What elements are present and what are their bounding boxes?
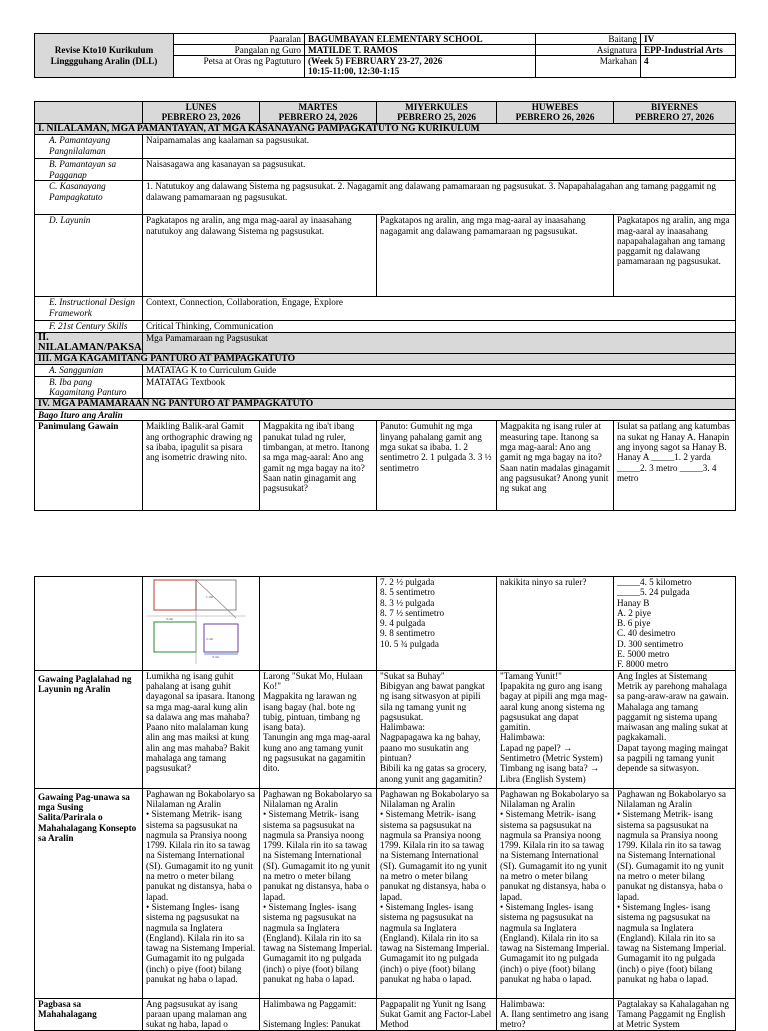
row-label: Gawaing Pag-unawa sa mga Susing Salita/Parirala o Mahahalagang Konsepto sa Aralin (35, 788, 143, 998)
topic-value: Mga Pamamaraan ng Pagsusukat (143, 332, 736, 354)
objective-2: Pagkatapos ng aralin, ang mga mag-aaral ay inaasahang nagagamit ang dalawang pamamaraan ng pagsusukat. (377, 215, 614, 297)
performance-standard: Naisasagawa ang kasanayan sa pagsusukat. (143, 159, 736, 181)
days-header-row (35, 102, 736, 124)
row-label: Gawaing Paglalahad ng Layunin ng Aralin (35, 670, 143, 788)
activity-cell: Halimbawa ng Paggamit: Sistemang Ingles: Panukat (260, 998, 377, 1030)
dimension-label: 3 cm (212, 655, 219, 659)
objective-3: Pagkatapos ng aralin, ang mga mag-aaral ay inaasahang napapahalagahan ang tamang paggamit ng dalawang pamamaraan ng pagsusukat. (614, 215, 736, 297)
activity-cell: 7. 2 ½ pulgada 8. 5 sentimetro 8. 3 ½ pulgada 8. 7 ½ sentimetro 9. 4 pulgada 9. 8 sentimetro 10. 5 ¾ pulgada (377, 577, 497, 671)
dimension-label: 3 cm (166, 617, 173, 621)
day-header: MARTES PEBRERO 24, 2026 (260, 102, 377, 124)
quarter-value: 4 (641, 56, 736, 78)
header-table (34, 33, 736, 78)
section-heading: II. NILALAMAN/PAKSA (35, 332, 143, 354)
school-value: BAGUMBAYAN ELEMENTARY SCHOOL (305, 34, 536, 45)
section-heading: I. NILALAMAN, MGA PAMANTAYAN, AT MGA KASANAYANG PAMPAGKATUTO NG KURIKULUM (35, 124, 736, 135)
dimension-label: 2 cm (206, 637, 213, 641)
section-heading: III. MGA KAGAMITANG PANTURO AT PAMPAGKATUTO (35, 354, 736, 365)
activity-cell: Maikling Balik-aral Gamit ang orthographic drawing ng sa ibaba, ipagulit sa pisara ang isometric drawing nito. (143, 421, 260, 511)
row-label: F. 21st Century Skills (35, 321, 143, 332)
content-standard: Naipamamalas ang kaalaman sa pagsusukat. (143, 135, 736, 159)
date-label: Petsa at Oras ng Pagtuturo (174, 56, 305, 78)
row-label: C. Kasanayang Pampagkatuto (35, 181, 143, 215)
activity-cell: Ang Ingles at Sistemang Metrik ay parehong mahalaga sa pang-araw-araw na gawain. Mahalaga ang tamang paggamit ng sistema upang maiwasan ang maling sukat at pagkakamali. Dapat tayong maging maingat sa pagpili ng tamang yunit depende sa sitwasyon. (614, 670, 736, 788)
vocabulary-cell: Paghawan ng Bokabolaryo sa Nilalaman ng Aralin • Sistemang Metrik- isang sistema sa pagsusukat na nagmula sa Pransiya noong 1799. Kilala rin ito sa tawag na Sistemang International (SI). Gumagamit ito ng yunit na metro o meter bilang panukat ng distansya, haba o lapad. • Sistemang Ingles- isang sistema ng pagsusukat na nagmula sa Inglatera (England). Kilala rin ito sa tawag na Sistemang Imperial. Gumagamit ito ng pulgada (inch) o piye (foot) bilang panukat ng haba o lapad. (497, 788, 614, 998)
row-label: A. Pamantayang Pangnilalaman (35, 135, 143, 159)
lesson-table-continued (34, 576, 736, 1031)
orthographic-sketch-cell (143, 577, 260, 671)
activity-cell: _____4. 5 kilometro _____5. 24 pulgada Hanay B A. 2 piye B. 6 piye C. 40 desimetro D. 300 sentimetro E. 5000 metro F. 8000 metro (614, 577, 736, 671)
date-value: (Week 5) FEBRUARY 23-27, 2026 10:15-11:00, 12:30-1:15 (305, 56, 536, 78)
activity-cell: Pagpapalit ng Yunit ng Isang Sukat Gamit ang Factor-Label Method (377, 998, 497, 1030)
subsection-heading: Bago Ituro ang Aralin (35, 410, 736, 421)
day-header: LUNES PEBRERO 23, 2026 (143, 102, 260, 124)
day-header: HUWEBES PEBRERO 26, 2026 (497, 102, 614, 124)
orthographic-drawing (146, 578, 246, 664)
activity-cell: Larong "Sukat Mo, Hulaan Ko!" Magpakita ng larawan ng isang bagay (hal. bote ng tubig, pintuan, timbang ng isang bata). Tanungin ang mga mag-aaral kung ano ang tamang yunit ng pagsusukat na gagamitin dito. (260, 670, 377, 788)
references: MATATAG K to Curriculum Guide (143, 365, 736, 376)
quarter-label: Markahan (536, 56, 641, 78)
grade-value: IV (641, 34, 736, 45)
activity-cell: nakikita ninyo sa ruler? (497, 577, 614, 671)
day-header: BIYERNES PEBRERO 27, 2026 (614, 102, 736, 124)
section-heading: IV. MGA PAMAMARAAN NG PANTURO AT PAMPAGKATUTO (35, 398, 736, 409)
row-label: A. Sanggunian (35, 365, 143, 376)
activity-cell: Magpakita ng iba't ibang panukat tulad ng ruler, timbangan, at metro. Itanong sa mga mag-aaral: Ano ang gamit ng mga bagay na ito? Saan natin ginagamit ang pagsusukat? (260, 421, 377, 511)
vocabulary-cell: Paghawan ng Bokabolaryo sa Nilalaman ng Aralin • Sistemang Metrik- isang sistema sa pagsusukat na nagmula sa Pransiya noong 1799. Kilala rin ito sa tawag na Sistemang International (SI). Gumagamit ito ng yunit na metro o meter bilang panukat ng distansya, haba o lapad. • Sistemang Ingles- isang sistema ng pagsusukat na nagmula sa Inglatera (England). Kilala rin ito sa tawag na Sistemang Imperial. Gumagamit ito ng pulgada (inch) o piye (foot) bilang panukat ng haba o lapad. (260, 788, 377, 998)
activity-cell: "Sukat sa Buhay" Bibigyan ang bawat pangkat ng isang sitwasyon at pipili sila ng tamang yunit ng pagsusukat. Halimbawa: Nagpapagawa ka ng bahay, paano mo susukatin ang pintuan? Bibili ka ng gatas sa grocery, anong yunit ang gagamitin? (377, 670, 497, 788)
dll-title: Revise Kto10 Kurikulum Linggguhang Aralin (DLL) (35, 34, 174, 78)
row-label: B. Pamantayan sa Pagganap (35, 159, 143, 181)
day-header: MIYERKULES PEBRERO 25, 2026 (377, 102, 497, 124)
activity-cell: Isulat sa patlang ang katumbas na sukat ng Hanay A. Hanapin ang inyong sagot sa Hanay B. Hanay A _____1. 2 yarda _____2. 3 metro _____3. 4 metro (614, 421, 736, 511)
grade-label: Baitang (536, 34, 641, 45)
design-framework: Context, Connection, Collaboration, Engage, Explore (143, 297, 736, 321)
row-label: B. Iba pang Kagamitang Panturo (35, 376, 143, 398)
row-label: D. Layunin (35, 215, 143, 297)
vocabulary-cell: Paghawan ng Bokabolaryo sa Nilalaman ng Aralin • Sistemang Metrik- isang sistema sa pagsusukat na nagmula sa Pransiya noong 1799. Kilala rin ito sa tawag na Sistemang International (SI). Gumagamit ito ng yunit na metro o meter bilang panukat ng distansya, haba o lapad. • Sistemang Ingles- isang sistema ng pagsusukat na nagmula sa Inglatera (England). Kilala rin ito sa tawag na Sistemang Imperial. Gumagamit ito ng pulgada (inch) o piye (foot) bilang panukat ng haba o lapad. (143, 788, 260, 998)
teacher-value: MATILDE T. RAMOS (305, 45, 536, 56)
lesson-table (34, 101, 736, 511)
activity-cell: Halimbawa: A. Ilang sentimetro ang isang metro? (497, 998, 614, 1030)
row-label: E. Instructional Design Framework (35, 297, 143, 321)
vocabulary-cell: Paghawan ng Bokabolaryo sa Nilalaman ng Aralin • Sistemang Metrik- isang sistema sa pagsusukat na nagmula sa Pransiya noong 1799. Kilala rin ito sa tawag na Sistemang International (SI). Gumagamit ito ng yunit na metro o meter bilang panukat ng distansya, haba o lapad. • Sistemang Ingles- isang sistema ng pagsusukat na nagmula sa Inglatera (England). Kilala rin ito sa tawag na Sistemang Imperial. Gumagamit ito ng pulgada (inch) o piye (foot) bilang panukat ng haba o lapad. (377, 788, 497, 998)
century-skills: Critical Thinking, Communication (143, 321, 736, 332)
row-label: Panimulang Gawain (35, 421, 143, 511)
vocabulary-cell: Paghawan ng Bokabolaryo sa Nilalaman ng Aralin • Sistemang Metrik- isang sistema sa pagsusukat na nagmula sa Pransiya noong 1799. Kilala rin ito sa tawag na Sistemang International (SI). Gumagamit ito ng yunit na metro o meter bilang panukat ng distansya, haba o lapad. • Sistemang Ingles- isang sistema ng pagsusukat na nagmula sa Inglatera (England). Kilala rin ito sa tawag na Sistemang Imperial. Gumagamit ito ng pulgada (inch) o piye (foot) bilang panukat ng haba o lapad. (614, 788, 736, 998)
other-materials: MATATAG Textbook (143, 376, 736, 398)
activity-cell: "Tamang Yunit!" Ipapakita ng guro ang isang bagay at pipili ang mga mag-aaral kung anong sistema ng pagsusukat ang dapat gamitin. Halimbawa: Lapad ng papel? → Sentimetro (Metric System) Timbang ng isang bata? → Libra (English System) (497, 670, 614, 788)
row-label: Pagbasa sa Mahahalagang (35, 998, 143, 1030)
school-label: Paaralan (174, 34, 305, 45)
subject-label: Asignatura (536, 45, 641, 56)
dimension-label: 1 cm (206, 595, 213, 599)
activity-cell: Pagtalakay sa Kahalagahan ng Tamang Paggamit ng English at Metric System (614, 998, 736, 1030)
activity-cell: Panuto: Gumuhit ng mga linyang pahalang gamit ang mga sukat sa ibaba. 1. 2 sentimetro 2. 1 pulgada 3. 3 ½ sentimetro (377, 421, 497, 511)
teacher-label: Pangalan ng Guro (174, 45, 305, 56)
objective-1: Pagkatapos ng aralin, ang mga mag-aaral ay inaasahang natutukoy ang dalawang Sistema ng pagsusukat. (143, 215, 377, 297)
activity-cell: Magpakita ng isang ruler at measuring tape. Itanong sa mga mag-aaral: Ano ang gamit ng mga bagay na ito? Saan natin madalas ginagamit ang pagsusukat? Anong yunit ng sukat ang (497, 421, 614, 511)
activity-cell: Ang pagsusukat ay isang paraan upang malaman ang sukat ng haba, lapad o (143, 998, 260, 1030)
activity-cell: Lumikha ng isang guhit pahalang at isang guhit dayagonal sa ipasara. Itanong sa mga mag-aaral kung alin sa dalawa ang mas mahaba? Paano nito malalaman kung alin ang mas maiksi at kung alin ang mas mahaba? Bakit mahalaga ang tamang pagsusukat? (143, 670, 260, 788)
subject-value: EPP-Industrial Arts (641, 45, 736, 56)
learning-competencies: 1. Natutukoy ang dalawang Sistema ng pagsusukat. 2. Nagagamit ang dalawang pamamaraan ng pagsusukat. 3. Napapahalagahan ang tamang paggamit ng dalawang pamamaraan ng pagsusukat. (143, 181, 736, 215)
